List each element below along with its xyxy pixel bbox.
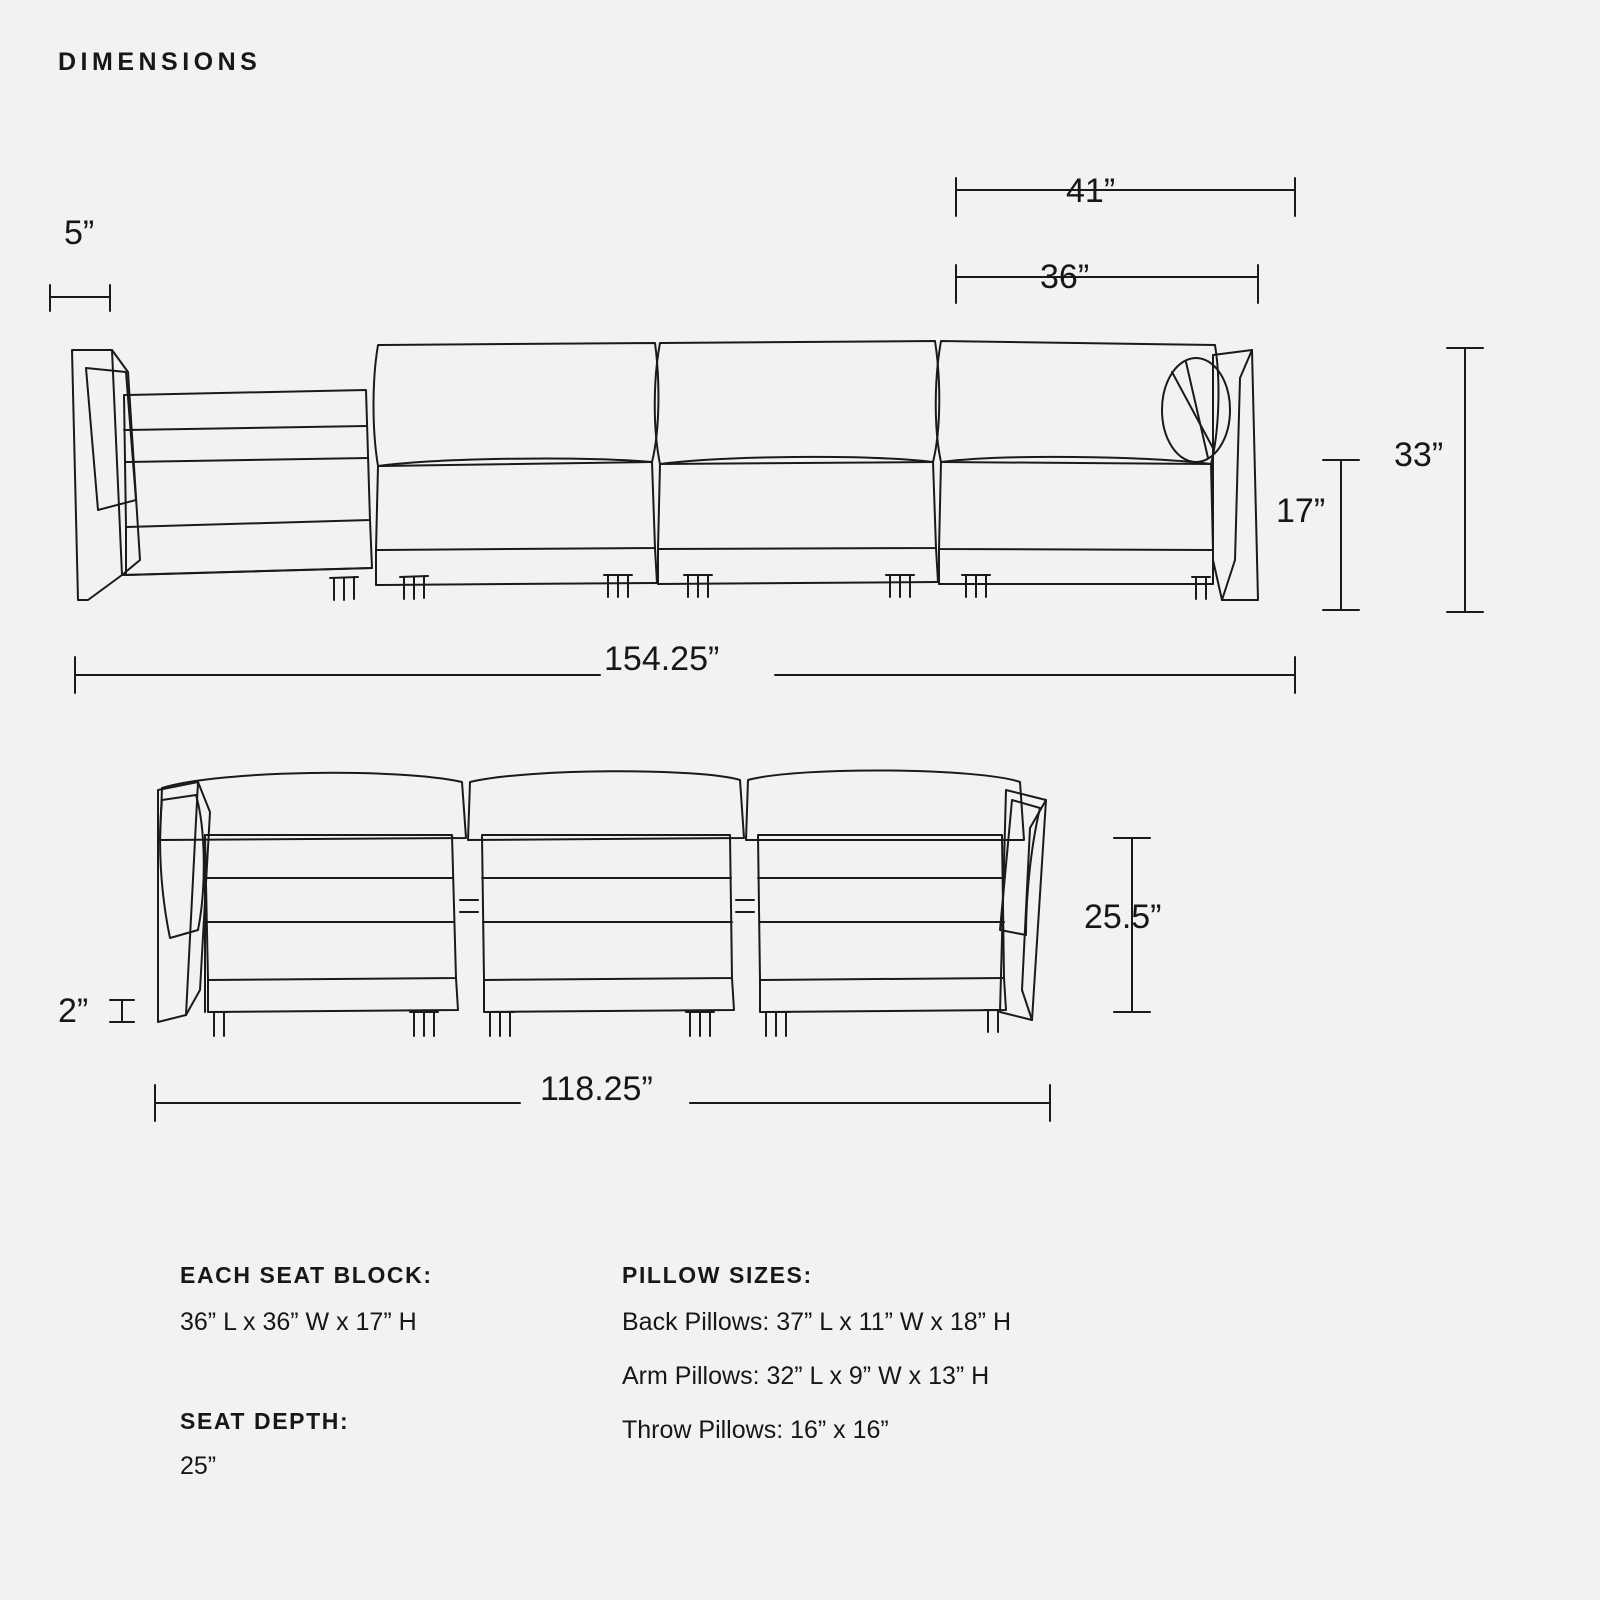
dimline-2	[110, 1000, 134, 1022]
dimline-33	[1447, 348, 1483, 612]
dim-label-36: 36”	[1040, 258, 1090, 296]
dim-label-154: 154.25”	[604, 640, 720, 678]
dim-label-17: 17”	[1276, 492, 1326, 530]
dim-label-5: 5”	[64, 214, 95, 252]
sofa-legs-plan	[210, 1010, 1002, 1036]
spec-pillow-line-2: Throw Pillows: 16” x 16”	[622, 1416, 889, 1444]
dimline-36	[956, 265, 1258, 303]
dimline-41	[956, 178, 1295, 216]
spec-pillows-heading: PILLOW SIZES:	[622, 1262, 813, 1288]
dim-label-118: 118.25”	[540, 1070, 653, 1108]
dimline-5	[50, 285, 110, 311]
spec-seat-block-value: 36” L x 36” W x 17” H	[180, 1308, 417, 1336]
dim-label-41: 41”	[1066, 172, 1116, 210]
dim-label-2: 2”	[58, 992, 89, 1030]
dim-label-25-5: 25.5”	[1084, 898, 1162, 936]
spec-seat-depth-value: 25”	[180, 1452, 217, 1480]
sofa-front-elevation	[72, 341, 1258, 600]
spec-seat-block-heading: EACH SEAT BLOCK:	[180, 1262, 433, 1288]
dim-label-33: 33”	[1394, 436, 1444, 474]
spec-pillow-line-0: Back Pillows: 37” L x 11” W x 18” H	[622, 1308, 1012, 1336]
dimline-17	[1323, 460, 1359, 610]
sofa-plan-view	[158, 770, 1046, 1036]
spec-pillow-line-1: Arm Pillows: 32” L x 9” W x 13” H	[622, 1362, 990, 1390]
spec-seat-depth-heading: SEAT DEPTH:	[180, 1408, 350, 1434]
page-title: DIMENSIONS	[58, 48, 262, 76]
sofa-legs-front	[330, 575, 1210, 600]
